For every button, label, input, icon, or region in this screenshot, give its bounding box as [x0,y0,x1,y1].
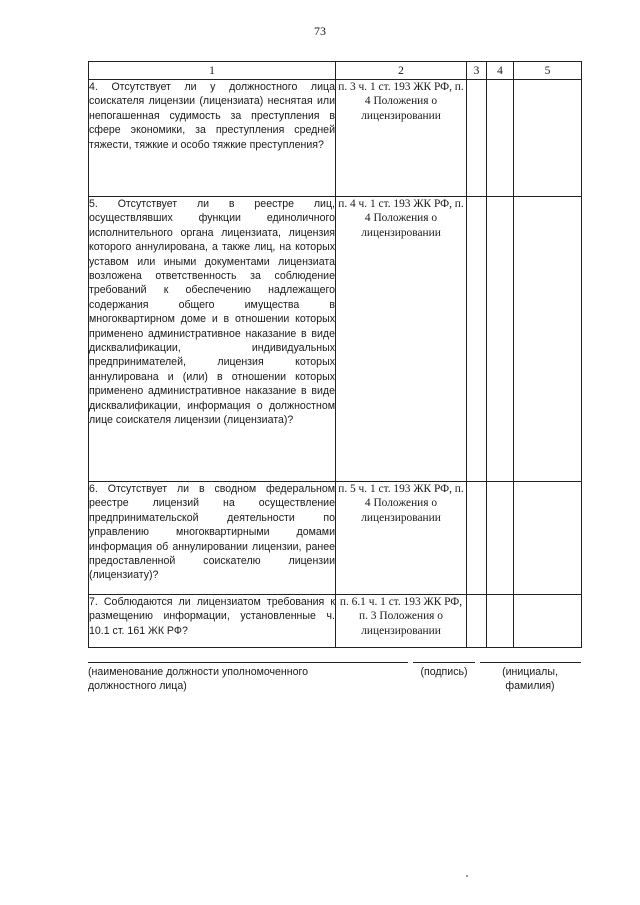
position-line [88,662,408,663]
question-cell: 5. Отсутствует ли в реестре лиц, осуществлявших функции единоличного исполнительного органа лицензиата, лицензия которого аннулирована, а также лиц, на которых уставом или иными документами лицензиата возложена ответственность за соблюдение требований к обеспечению надлежащего содержания общего имущества в многоквартирном доме и в отношении которых применено административное наказание в виде дисквалификации, индивидуальных предпринимателей, лицензия которых аннулирована и (или) в отношении которых применено административное наказание в виде дисквалификации, информация о должностном лице соискателя лицензии (лицензиата)? [89,197,336,482]
legal-basis-cell: п. 5 ч. 1 ст. 193 ЖК РФ, п. 4 Положения о лицензировании [336,482,467,595]
answer-cell-col4 [487,197,514,482]
answer-cell-col3 [467,197,487,482]
table-row-7 [89,595,582,648]
checklist-table [88,61,582,648]
name-line [480,662,581,663]
signature-caption: (подпись) [420,666,468,678]
question-cell: 7. Соблюдаются ли лицензиатом требования к размещению информации, установленные ч. 10.1 ст. 161 ЖК РФ? [89,595,336,648]
table-row-5 [89,197,582,482]
legal-basis-cell: п. 3 ч. 1 ст. 193 ЖК РФ, п. 4 Положения о лицензировании [336,80,467,197]
table-row-4 [89,80,582,197]
column-header-3: 3 [467,62,487,80]
name-caption: (инициалы, фамилия) [502,666,558,693]
position-caption: (наименование должности уполномоченного должностного лица) [88,666,309,693]
answer-cell-col4 [487,482,514,595]
answer-cell-col3 [467,595,487,648]
answer-cell-col5 [514,80,582,197]
answer-cell-col3 [467,80,487,197]
scan-mark [466,875,468,877]
question-cell: 4. Отсутствует ли у должностного лица соискателя лицензии (лицензиата) неснятая или непогашенная судимость за преступления в сфере экономики, за преступления средней тяжести, тяжкие и особо тяжкие преступления? [89,80,336,197]
signature-line [413,662,475,663]
column-header-4: 4 [487,62,514,80]
answer-cell-col5 [514,482,582,595]
answer-cell-col5 [514,595,582,648]
answer-cell-col5 [514,197,582,482]
column-header-1: 1 [89,62,336,80]
table-header-row [89,62,582,80]
column-header-2: 2 [336,62,467,80]
legal-basis-cell: п. 6.1 ч. 1 ст. 193 ЖК РФ, п. 3 Положения о лицензировании [336,595,467,648]
signature-block [88,660,581,720]
answer-cell-col3 [467,482,487,595]
column-header-5: 5 [514,62,582,80]
answer-cell-col4 [487,595,514,648]
answer-cell-col4 [487,80,514,197]
table-row-6 [89,482,582,595]
legal-basis-cell: п. 4 ч. 1 ст. 193 ЖК РФ, п. 4 Положения о лицензировании [336,197,467,482]
page-number: 73 [314,24,326,38]
question-cell: 6. Отсутствует ли в сводном федеральном реестре лицензий на осуществление предпринимательской деятельности по управлению многоквартирными домами информация об аннулировании лицензии, ранее предоставленной соискателю лицензии (лицензиату)? [89,482,336,595]
